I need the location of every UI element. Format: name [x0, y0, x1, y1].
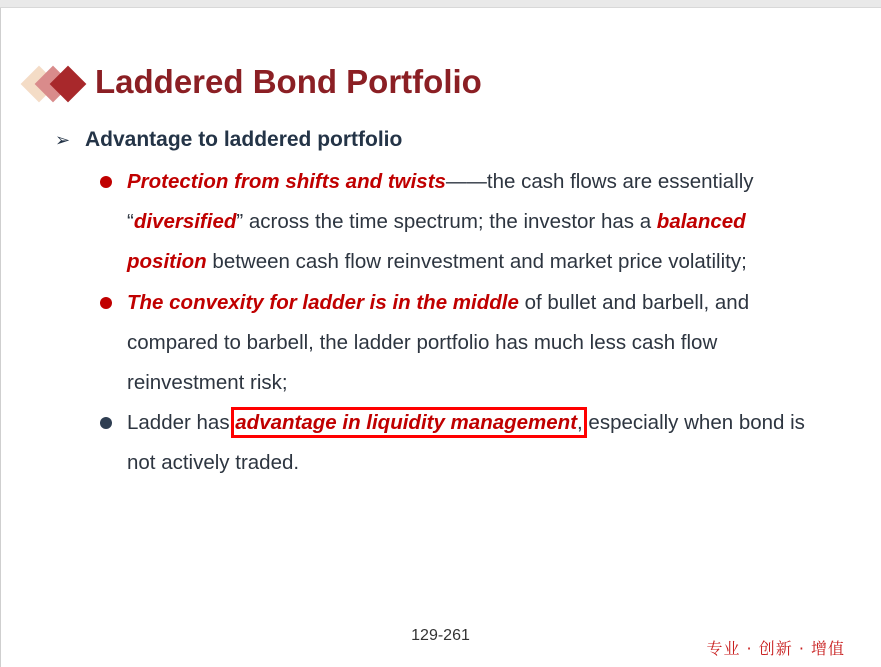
bullet-list [99, 162, 819, 484]
body-text: Ladder has [127, 411, 236, 435]
emphasis-text: The convexity for ladder is in the middle [127, 290, 519, 314]
emphasis-text: diversified [133, 210, 237, 234]
emphasis-text: balanced position [127, 210, 746, 274]
bullet-item-liquidity [99, 403, 819, 483]
arrowhead-bullet-icon: ➢ [55, 130, 71, 150]
section-heading [55, 128, 402, 152]
dark-dot-icon [100, 417, 112, 429]
page-number: 129-261 [411, 627, 470, 644]
bullet-item-convexity [99, 283, 819, 404]
body-text: of bullet and barbell, and compared to barbell, the ladder portfolio has much less cash flow reinvestment risk; [127, 290, 750, 395]
body-text: ” across the time spectrum; the investor has a [236, 210, 657, 234]
slide-title: Laddered Bond Portfolio [95, 63, 482, 100]
emphasis-text: Protection from shifts and twists [127, 170, 446, 193]
window-top-bar [0, 0, 881, 8]
emphasis-text: advantage in liquidity management [235, 411, 578, 435]
red-dot-icon [100, 176, 112, 188]
body-text: , [577, 411, 583, 435]
body-text: between cash flow reinvestment and market price volatility; [206, 250, 747, 274]
section-heading-text: Advantage to laddered portfolio [85, 128, 403, 151]
red-dot-icon [100, 297, 112, 309]
diamond-logo-icon [22, 63, 92, 107]
body-text: especially when bond is not actively traded. [127, 411, 805, 475]
slide-left-border [0, 8, 1, 667]
body-text: ——the cash flows are essentially “ [127, 170, 754, 234]
bullet-item-protection [99, 162, 819, 283]
brand-slogan: 专业 · 创新 · 增值 [706, 639, 845, 658]
highlight-box [235, 411, 582, 434]
